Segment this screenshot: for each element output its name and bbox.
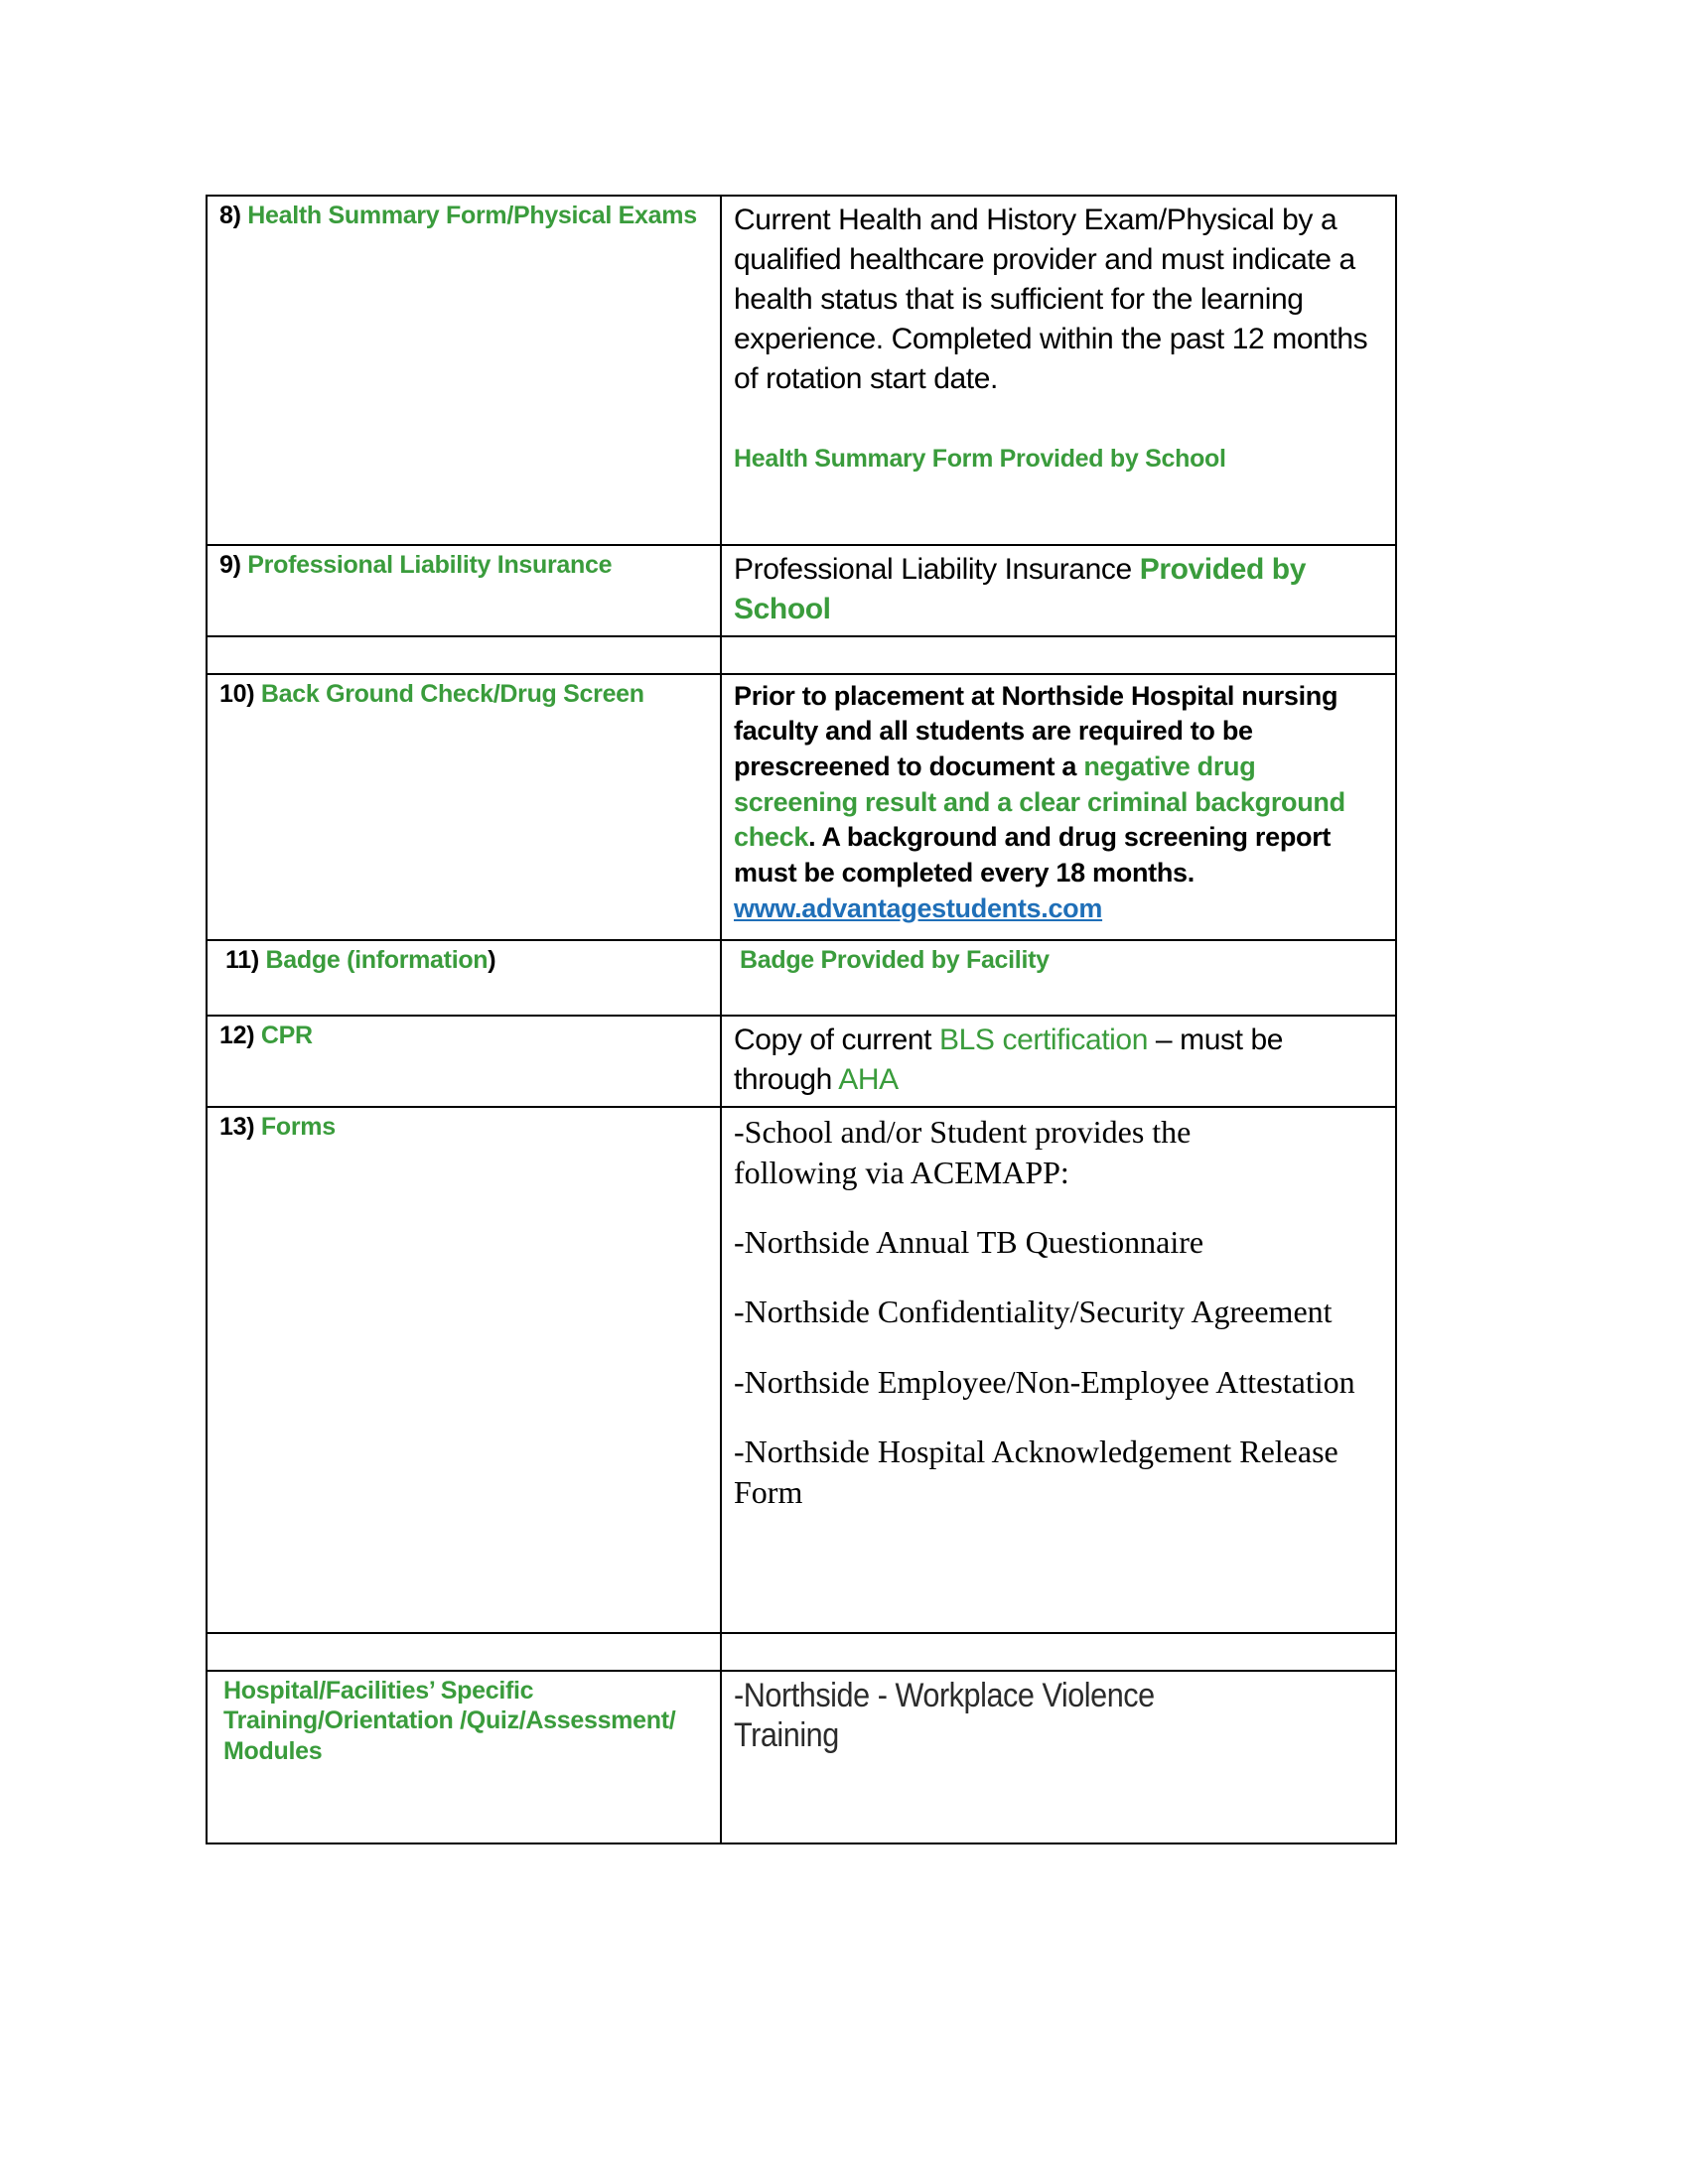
- row-12-text-aha: AHA: [838, 1062, 899, 1096]
- table-row-spacer: [207, 1633, 1396, 1671]
- table-row-spacer: [207, 636, 1396, 674]
- forms-item-4: -Northside Hospital Acknowledgement Release Form: [734, 1433, 1338, 1511]
- row-13-label: [219, 1112, 710, 1143]
- row-10-text-part-3: . A background and drug screening report must be completed every 18 months.: [734, 822, 1332, 887]
- row-12-number: 12): [219, 1021, 255, 1049]
- row-10-label-cell: [207, 674, 721, 940]
- row-10-label: [219, 679, 710, 710]
- forms-spacer-1: [734, 1192, 1385, 1221]
- spacer-1-left-cell: [207, 636, 721, 674]
- forms-item-1: -Northside Annual TB Questionnaire: [734, 1223, 1204, 1260]
- row-11-label-cell: [207, 940, 721, 1016]
- row-13-number: 13): [219, 1112, 255, 1141]
- forms-spacer-4: [734, 1403, 1385, 1432]
- forms-spacer-2: [734, 1263, 1385, 1292]
- row-12-text-bls: BLS certification: [939, 1023, 1148, 1056]
- training-line-1: -Northside - Workplace Violence: [734, 1676, 1155, 1714]
- row-11-number: 11): [225, 945, 259, 974]
- forms-item-2: -Northside Confidentiality/Security Agreement: [734, 1294, 1333, 1330]
- training-label-cell: [207, 1671, 721, 1843]
- training-content-cell: [721, 1671, 1396, 1843]
- row-9-green-text: Provided by School: [734, 553, 1307, 625]
- row-8-content-cell: [721, 196, 1396, 545]
- row-9-number: 9): [219, 551, 241, 579]
- table-row: [207, 1107, 1396, 1633]
- row-12-label-cell: [207, 1016, 721, 1107]
- training-line-2: Training: [734, 1716, 839, 1755]
- training-label-text: Hospital/Facilities’ Specific Training/Orientation /Quiz/Assessment/ Modules: [223, 1676, 676, 1765]
- row-10-text-part-2-green: negative drug screening result and a clear criminal background check: [734, 751, 1345, 853]
- row-11-label: [219, 945, 710, 976]
- requirements-table-wrapper: [206, 195, 1395, 1844]
- row-10-number: 10): [219, 679, 255, 708]
- row-12-content-cell: [721, 1016, 1396, 1107]
- forms-intro-line-1: -School and/or Student provides the: [734, 1113, 1192, 1150]
- row-8-number: 8): [219, 202, 241, 229]
- table-row: [207, 545, 1396, 636]
- training-content: [734, 1676, 1320, 1757]
- spacer-2-right-cell: [721, 1633, 1396, 1671]
- row-13-label-cell: [207, 1107, 721, 1633]
- table-row: [207, 940, 1396, 1016]
- row-11-content-cell: [721, 940, 1396, 1016]
- row-10-text-part-1: Prior to placement at Northside Hospital nursing faculty and all students are required to be prescreened to document a: [734, 680, 1338, 782]
- row-8-label-text: Health Summary Form/Physical Exams: [247, 202, 697, 229]
- requirements-table: [206, 195, 1397, 1844]
- row-12-content: [734, 1021, 1385, 1100]
- table-row: [207, 196, 1396, 545]
- row-12-text-part-1: Copy of current: [734, 1023, 940, 1056]
- row-10-label-text: Back Ground Check/Drug Screen: [260, 679, 644, 708]
- row-8-label: [219, 201, 710, 231]
- row-9-plain-text: Professional Liability Insurance: [734, 553, 1140, 586]
- row-8-paragraph-wrapper: [734, 201, 1385, 478]
- row-8-label-cell: [207, 196, 721, 545]
- spacer-2-left-cell: [207, 1633, 721, 1671]
- row-11-content: Badge Provided by Facility: [740, 945, 1050, 974]
- row-9-label-text: Professional Liability Insurance: [247, 551, 613, 579]
- row-13-content-cell: [721, 1107, 1396, 1633]
- row-9-content-cell: [721, 545, 1396, 636]
- row-13-forms-list: [734, 1112, 1385, 1513]
- row-12-label: [219, 1021, 710, 1051]
- table-row: [207, 674, 1396, 940]
- row-9-content: [734, 550, 1385, 629]
- row-8-paragraph-spacer: [734, 398, 1385, 438]
- row-12-text-part-3: – must be through: [734, 1023, 1284, 1096]
- spacer-1-right-cell: [721, 636, 1396, 674]
- table-row: [207, 1671, 1396, 1843]
- row-12-label-text: CPR: [260, 1021, 313, 1049]
- row-10-content: [734, 679, 1385, 926]
- row-10-content-cell: [721, 674, 1396, 940]
- row-13-label-text: Forms: [260, 1112, 336, 1141]
- forms-item-3: -Northside Employee/Non-Employee Attestation: [734, 1363, 1355, 1400]
- table-row: [207, 1016, 1396, 1107]
- row-8-paragraph: Current Health and History Exam/Physical by a qualified healthcare provider and must indicate a health status that is sufficient for the learning experience. Completed within the past 12 months of rotation start date.: [734, 204, 1368, 395]
- forms-spacer-3: [734, 1332, 1385, 1361]
- row-9-label-cell: [207, 545, 721, 636]
- advantage-students-link[interactable]: www.advantagestudents.com: [734, 892, 1103, 923]
- forms-intro-line-2: following via ACEMAPP:: [734, 1154, 1069, 1190]
- row-8-green-note: Health Summary Form Provided by School: [734, 445, 1226, 474]
- row-11-label-text: Badge (information: [265, 945, 489, 974]
- row-9-label: [219, 550, 710, 581]
- row-11-label-suffix: ): [488, 945, 496, 974]
